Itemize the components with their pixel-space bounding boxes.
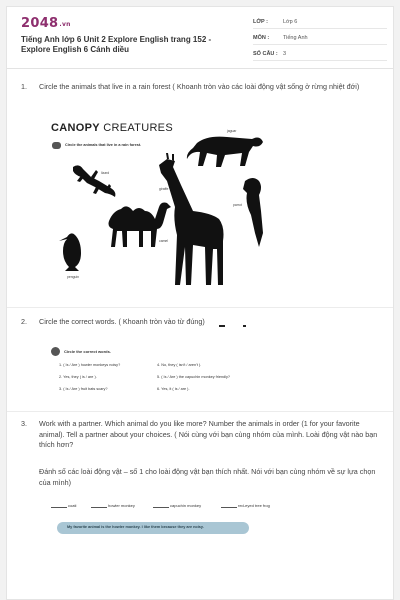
exercise-item: 5. ( Is / Are ) the capuchin monkey friendly? (157, 375, 231, 379)
jaguar-silhouette[interactable] (187, 137, 263, 167)
logo-main: 2048 (21, 16, 59, 31)
ranking-item-label: capuchin monkey (170, 503, 202, 508)
meta-row-count (253, 48, 387, 61)
figure-title-rest: CREATURES (99, 122, 173, 134)
exercise-item: 2. Yes, they ( is / are ). (59, 375, 97, 379)
meta-value: Tiếng Anh (283, 35, 308, 41)
speech-bubble-text: My favorite animal is the howler monkey. I like them because they are noisy. (67, 525, 204, 529)
question-text: Circle the correct words. ( Khoanh tròn vào từ đúng) (39, 317, 205, 326)
question-text: Circle the animals that live in a rain forest ( Khoanh tròn vào các loài động vật sống ở rừng nhiệt đới) (39, 82, 360, 91)
question-3 (21, 419, 381, 495)
question-2 (21, 317, 381, 329)
canopy-creatures-figure (47, 115, 287, 285)
label-giraffe: giraffe (159, 187, 169, 191)
ranking-item (153, 503, 201, 508)
exercise-item: 4. No, they ( isn't / aren't ). (157, 363, 202, 367)
ranking-item (221, 503, 270, 508)
logo-suffix: .vn (59, 21, 71, 28)
answer-blank[interactable] (221, 507, 237, 508)
divider (7, 411, 394, 412)
ranking-item-label: howler monkey (108, 503, 135, 508)
meta-table (253, 16, 387, 64)
meta-value: 3 (283, 51, 287, 57)
figure-instruction: Circle the correct words. (64, 349, 111, 354)
site-logo[interactable] (21, 16, 71, 31)
meta-value: Lớp 6 (283, 19, 298, 25)
question-number: 1. (21, 82, 27, 91)
exercise-item: 6. Yes, it ( is / are ). (157, 387, 190, 391)
figure-instruction: Circle the animals that live in a rain forest. (65, 143, 142, 147)
penguin-silhouette[interactable] (59, 233, 81, 271)
speech-bubble (57, 522, 249, 534)
document-sheet (6, 6, 394, 600)
label-penguin: penguin (67, 275, 80, 279)
label-parrot: parrot (233, 203, 242, 207)
meta-row-class (253, 16, 387, 29)
question-text-extra: Đánh số các loài động vật – số 1 cho loài động vật bạn thích nhất. Nói với bạn cùng nhóm về sự lựa chọn của mình) (39, 467, 376, 487)
meta-key: LỚP : (253, 19, 268, 25)
question-number: 3. (21, 419, 27, 428)
animal-silhouettes (47, 115, 287, 285)
exercise-item: 1. ( Is / Are ) howler monkeys noisy? (59, 363, 121, 367)
document-header (7, 7, 394, 69)
ranking-item (51, 503, 76, 508)
page-title: Tiếng Anh lớp 6 Unit 2 Explore English trang 152 - Explore English 6 Cánh diều (21, 35, 212, 54)
answer-blank[interactable] (153, 507, 169, 508)
answer-blank[interactable] (91, 507, 107, 508)
giraffe-silhouette[interactable] (159, 153, 224, 285)
label-jaguar: jaguar (227, 129, 237, 133)
question-1 (21, 82, 381, 106)
dash-mark (219, 325, 225, 327)
exercise-item: 3. ( Is / Are ) fruit bats scary? (59, 387, 108, 391)
instruction-badge (51, 347, 60, 356)
question-number: 2. (21, 317, 27, 326)
meta-key: SỐ CÂU : (253, 51, 278, 57)
label-camel: camel (159, 239, 169, 243)
ranking-item-label: coati (68, 503, 77, 508)
meta-row-subject (253, 32, 387, 45)
correct-words-figure (47, 341, 287, 401)
dash-mark (243, 325, 246, 327)
ranking-item (91, 503, 135, 508)
parrot-silhouette[interactable] (243, 178, 263, 247)
question-text: Work with a partner. Which animal do you like more? Number the animals in order (1 for your favorite animal). Tell a partner about your choices. ( Nói cùng với bạn cùng nhóm của mình. Loài động vật nào bạn thích hơn? (39, 419, 378, 449)
answer-blank[interactable] (51, 507, 67, 508)
divider (7, 307, 394, 308)
meta-key: MÔN : (253, 35, 270, 41)
figure-title-bold: CANOPY (51, 122, 100, 134)
label-lizard: lizard (101, 171, 110, 175)
ranking-item-label: red-eyed tree frog (238, 503, 270, 508)
